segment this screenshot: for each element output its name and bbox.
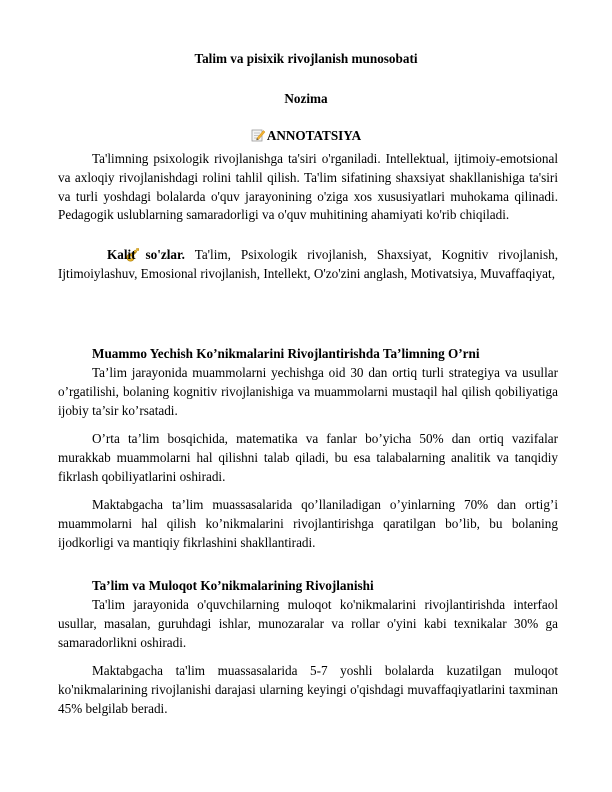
- keywords-paragraph: [58, 246, 558, 284]
- author-name: Nozima: [284, 91, 328, 106]
- keywords-text: Ta'lim, Psixologik rivojlanish, Shaxsiyat, Kognitiv rivojlanish, Ijtimoiylashuv, Emosional rivojlanish, Intellekt, O'zo'zini anglash, Motivatsiya, Muvaffaqiyat,: [58, 247, 558, 281]
- keywords-label: Kalit so'zlar.: [107, 247, 185, 262]
- annotation-heading-text: ANNOTATSIYA: [266, 128, 362, 143]
- section1-paragraph-3: Maktabgacha ta’lim muassasalarida qo’llaniladigan o’yinlarning 70% dan ortig’i muammolarni hal qilish ko’nikmalarini rivojlantirishga qaratilgan bo’lib, bu bolaning ijodkorligi va mantiqiy fikrlashini shakllantiradi.: [58, 497, 558, 550]
- section2-heading: Ta’lim va Muloqot Ko’nikmalarining Rivojlanishi: [92, 578, 374, 593]
- memo-pencil-icon: [251, 128, 266, 142]
- section1-paragraph-1: Ta’lim jarayonida muammolarni yechishga oid 30 dan ortiq turli strategiya va usullar o’rgatilishi, bolaning kognitiv rivojlanishiga va muammolarni mustaqil hal qilish qobiliyatiga ijobiy ta’sir ko’rsatadi.: [58, 365, 558, 418]
- annotation-paragraph: Ta'limning psixologik rivojlanishga ta'siri o'rganiladi. Intellektual, ijtimoiy-emotsional va axloqiy rivojlanishdagi rolini tahlil qilish. Ta'lim sifatining shaxsiyat shakllanishiga ta'siri va turli yoshdagi bolalarda o'quv jarayonining o'ziga xos xususiyatlari muhokama qilinadi. Pedagogik uslublarning samaradorligi va o'quv muhitining ahamiyati ko'rib chiqiladi.: [58, 151, 558, 223]
- section1-paragraph-2: O’rta ta’lim bosqichida, matematika va fanlar bo’yicha 50% dan ortiq vazifalar murakkab muammolarni hal qilishni talab qiladi, bu esa talabalarning analitik va tanqidiy fikrlash qobiliyatlarini oshiradi.: [58, 431, 558, 484]
- annotation-heading: [0, 128, 612, 144]
- key-icon: [92, 247, 107, 262]
- section2-paragraph-2: Maktabgacha ta'lim muassasalarida 5-7 yoshli bolalarda kuzatilgan muloqot ko'nikmalarining rivojlanishi darajasi ularning keyingi o'qishdagi muvaffaqiyatlarini taxminan 45% belgilab beradi.: [58, 663, 558, 716]
- section1-heading: Muammo Yechish Ko’nikmalarini Rivojlantirishda Ta’limning O’rni: [92, 346, 480, 361]
- document-title: Talim va pisixik rivojlanish munosobati: [194, 51, 418, 66]
- section2-paragraph-1: Ta'lim jarayonida o'quvchilarning muloqot ko'nikmalarini rivojlantirishda interfaol usullar, masalan, guruhdagi ishlar, munozaralar va rollar o'yini kabi texnikalar 30% ga samaradorlikni oshiradi.: [58, 597, 558, 650]
